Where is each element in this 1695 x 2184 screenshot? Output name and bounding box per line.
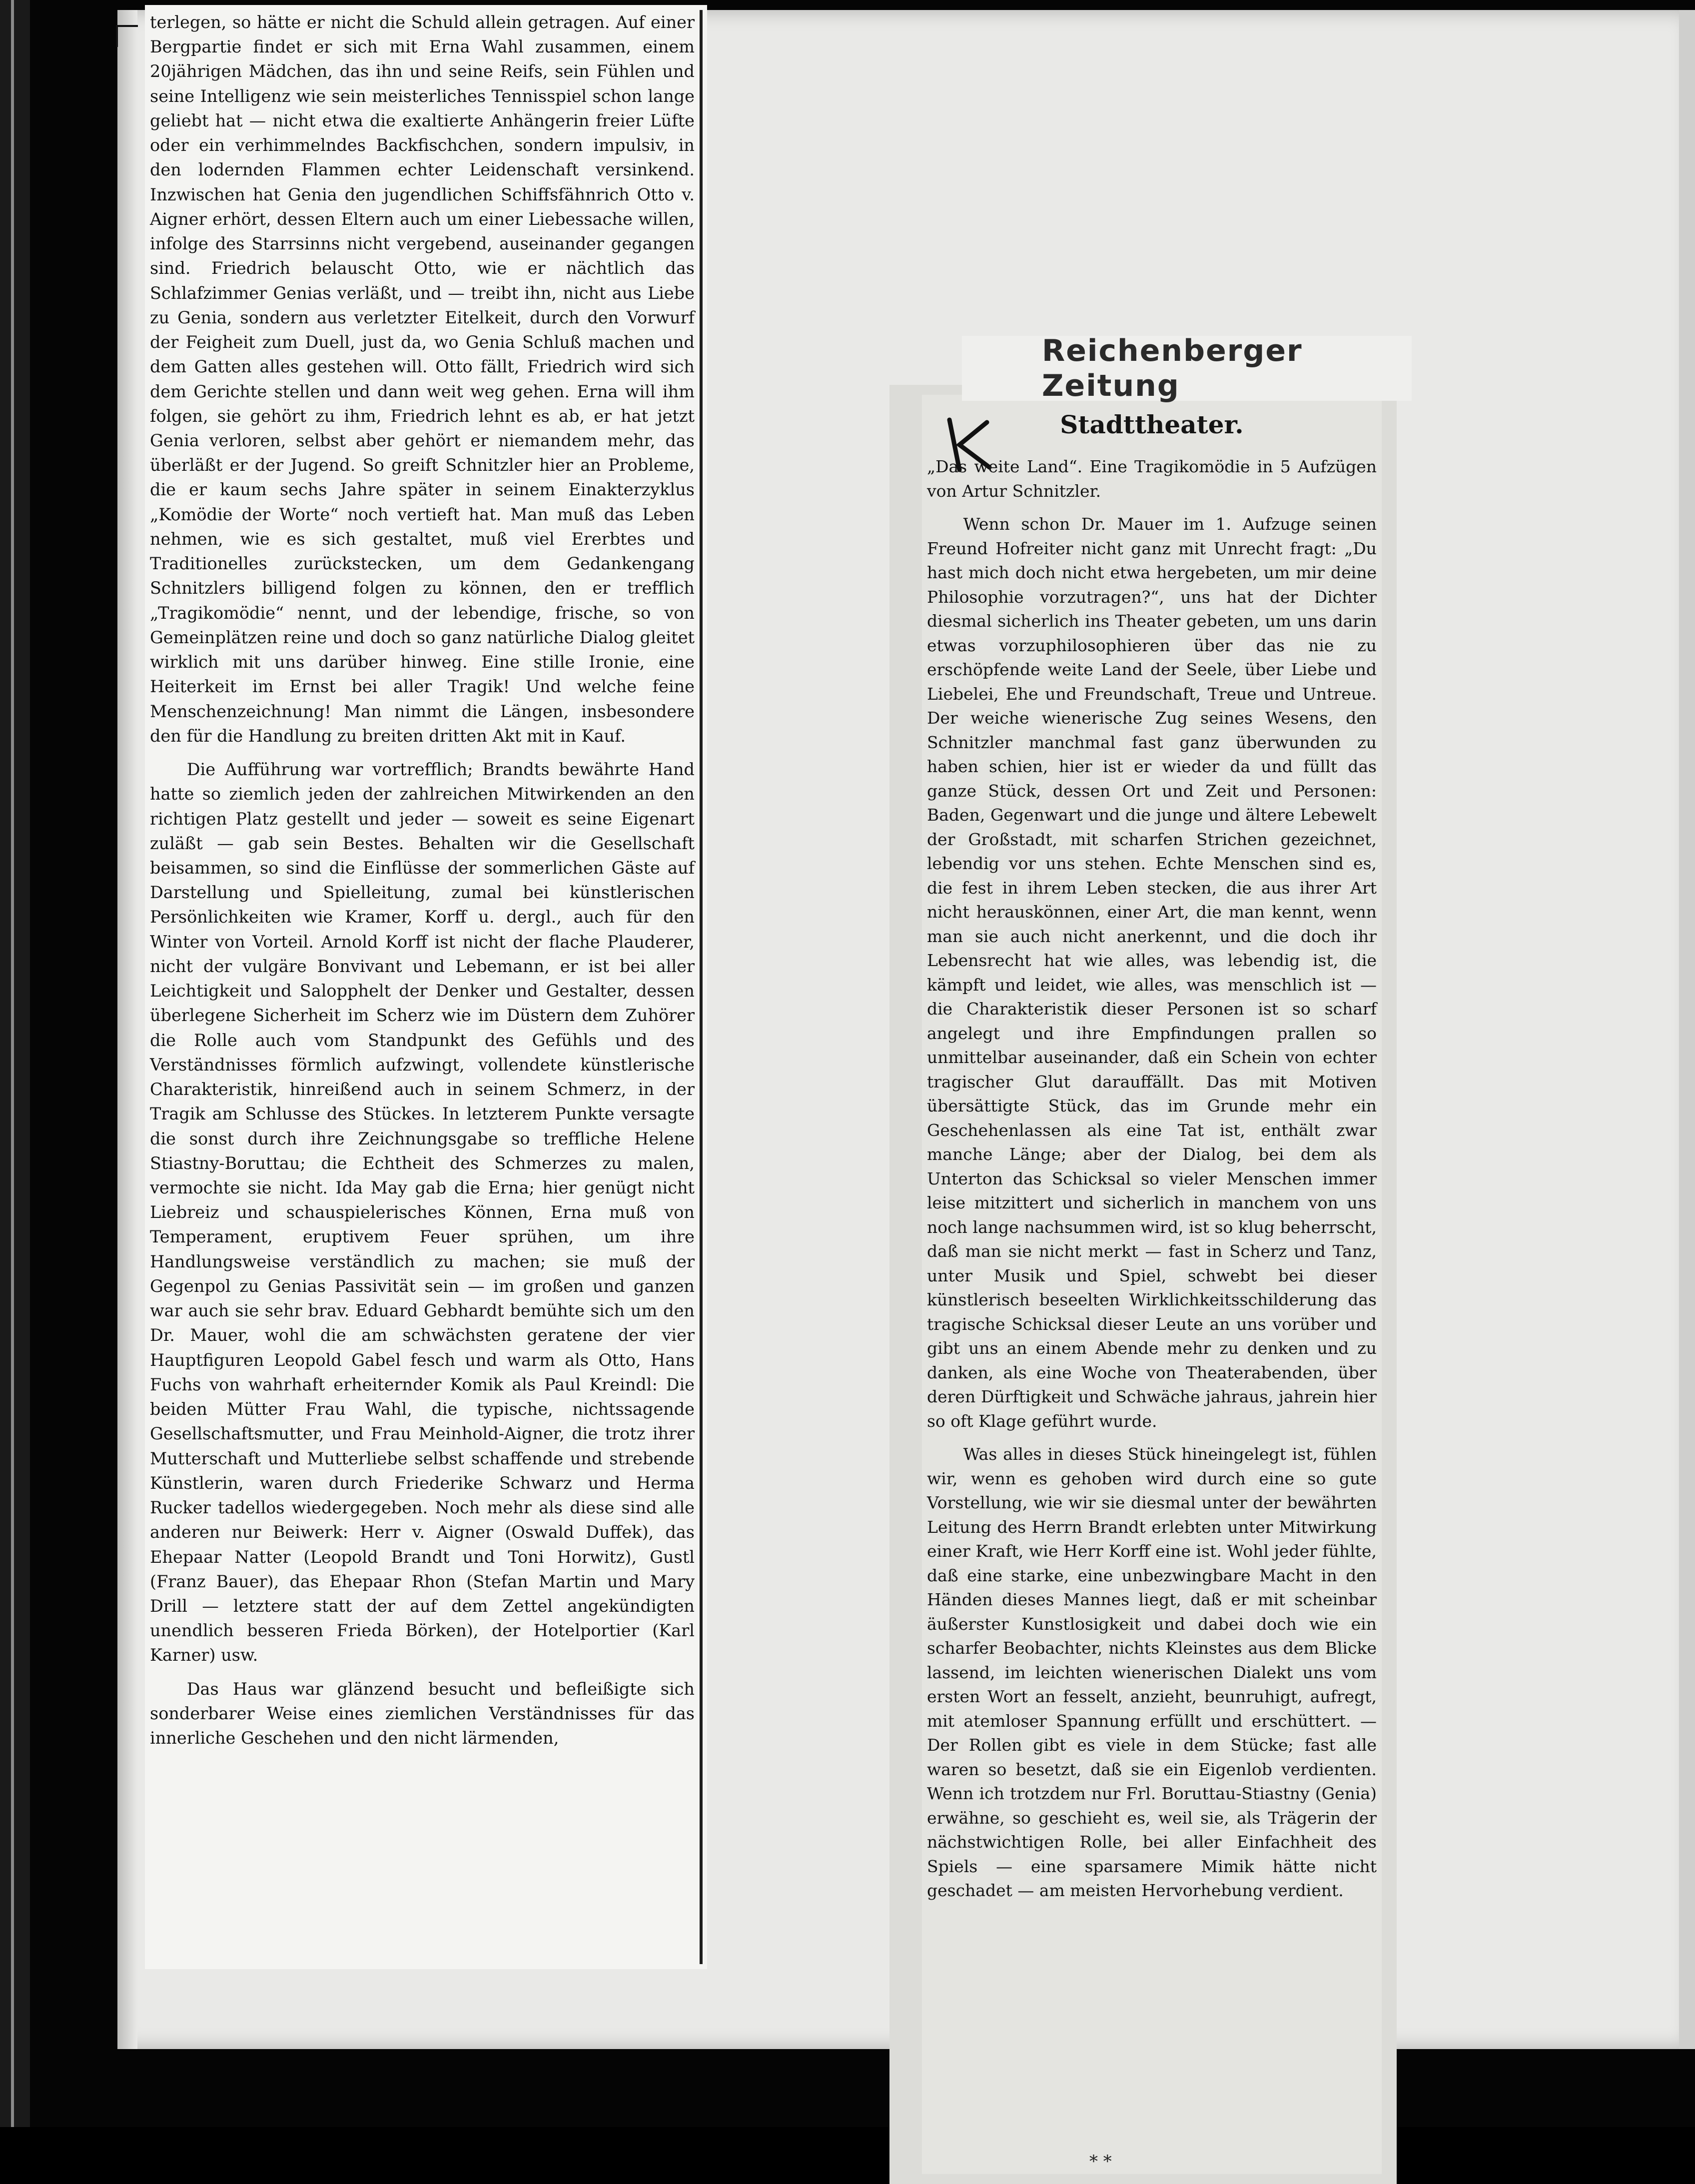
article-heading: Stadttheater. [1060, 410, 1244, 439]
right-paragraph-2: Wenn schon Dr. Mauer im 1. Aufzuge seinen Freund Hofreiter nicht ganz mit Unrecht fragt: „Du hast mich doch nicht etwa hergebeten, um mir deine Philosophie vorzutragen?“, uns hat der Dichter diesmal sicherlich ins Theater gebeten, um uns darin etwas vorzuphilosophieren über das nie zu erschöpfende weite Land der Seele, über Liebe und Liebelei, Ehe und Freundschaft, Treue und Untreue. Der weiche wienerische Zug seines Wesens, den Schnitzler manchmal fast ganz überwunden zu haben schien, hier ist er wieder da und füllt das ganze Stück, dessen Ort und Zeit und Personen: Baden, Gegenwart und die junge und ältere Lebewelt der Großstadt, mit scharfen Strichen gezeichnet, lebendig vor uns stehen. Echte Menschen sind es, die fest in ihrem Leben stecken, die aus ihrer Art nicht herauskönnen, einer Art, die man kennt, wenn man sie auch nicht anerkennt, und die doch ihr Lebensrecht hat wie alles, was lebendig ist, die kämpft und leidet, wie alles, was menschlich ist — die Charakteristik dieser Personen ist so scharf angelegt und ihre Empfindungen prallen so unmittelbar auseinander, daß ein Schein von echter tragischer Glut darauffällt. Das mit Motiven übersättigte Stück, das im Grunde mehr ein Geschehenlassen als eine Tat ist, enthält zwar manche Länge; aber der Dialog, bei dem als Unterton das Schicksal so vieler Menschen immer leise mitzittert und sicherlich in manchem von uns noch lange nachsummen wird, ist so klug beherrscht, daß man sie nicht merkt — fast in Scherz und Tanz, unter Musik und Spiel, schwebt bei dieser künstlerisch beseelten Wirklichkeitsschilderung das tragische Schicksal dieser Leute an uns vorüber und gibt uns an einem Abende mehr zu denken und zu danken, als eine Woche von Theaterabenden, über deren Dürftigkeit und Schwäche jahraus, jahrein hier so oft Klage geführt wurde. [927, 514, 1377, 1431]
corner-mark [116, 25, 138, 47]
end-stars: * * [1089, 2152, 1112, 2172]
left-paragraph-1: terlegen, so hätte er nicht die Schuld allein getragen. Auf einer Bergpartie findet er sich mit Erna Wahl zusammen, einem 20jährigen Mädchen, das ihn und seine Reifs, sein Fühlen und seine Intelligenz wie sein meisterliches Tennisspiel schon lange geliebt hat — nicht etwa die exaltierte Anhängerin freier Lüfte oder ein verhimmelndes Backfischchen, sondern impulsiv, in den lodernden Flammen echter Leidenschaft versinkend. Inzwischen hat Genia den jugendlichen Schiffsfähnrich Otto v. Aigner erhört, dessen Eltern auch um einer Liebessache willen, infolge des Starrsinns nicht vergebend, auseinander gegangen sind. Friedrich belauscht Otto, wie er nächtlich das Schlafzimmer Genias verläßt, und — treibt ihn, nicht aus Liebe zu Genia, sondern aus verletzter Eitelkeit, durch den Vorwurf der Feigheit zum Duell, just da, wo Genia Schluß machen und dem Gatten alles gestehen will. Otto fällt, Friedrich wird sich dem Gerichte stellen und dann weit weg gehen. Erna will ihm folgen, sie gehört zu ihm, Friedrich lehnt es ab, er hat jetzt Genia verloren, selbst aber gehört er niemandem mehr, das überläßt er der Jugend. So greift Schnitzler hier an Probleme, die er kaum sechs Jahre später in seinem Einakterzyklus „Komödie der Worte“ noch vertieft hat. Man muß das Leben nehmen, wie es sich gestaltet, muß viel Ererbtes und Traditionelles zurückstecken, um dem Gedankengang Schnitzlers billigend folgen zu können, den er trefflich „Tragikomödie“ nennt, und der lebendige, frische, so von Gemeinplätzen reine und doch so ganz natürliche Dialog gleitet wirklich mit uns darüber hinweg. Eine stille Ironie, eine Heiterkeit im Ernst bei aller Tragik! Und welche feine Menschenzeichnung! Man nimmt die Längen, insbesondere den für die Handlung zu breiten dritten Akt mit in Kauf. [150, 12, 695, 746]
film-edge [0, 0, 30, 2127]
left-paragraph-2: Die Aufführung war vortrefflich; Brandts bewährte Hand hatte so ziemlich jeden der zahlreichen Mitwirkenden an den richtigen Platz gestellt und jeder — soweit es seine Eigenart zuläßt — gab sein Bestes. Behalten wir die Gesellschaft beisammen, so sind die Einflüsse der sommerlichen Gäste auf Darstellung und Spielleitung, zumal bei künstlerischen Persönlichkeiten wie Kramer, Korff u. dergl., auch für den Winter von Vorteil. Arnold Korff ist nicht der flache Plauderer, nicht der vulgäre Bonvivant und Lebemann, er ist bei aller Leichtigkeit und Salopphelt der Denker und Gestalter, dessen überlegene Sicherheit im Scherz wie im Düstern dem Zuhörer die Rolle auch vom Standpunkt des Gefühls und des Verständnisses förmlich aufzwingt, vollendete künstlerische Charakteristik, hinreißend auch in seinem Schmerz, in der Tragik am Schlusse des Stückes. In letzterem Punkte versagte die sonst durch ihre Zeichnungsgabe so treffliche Helene Stiastny-Boruttau; die Echtheit des Schmerzes zu malen, vermochte sie nicht. Ida May gab die Erna; hier genügt nicht Liebreiz und schauspielerisches Können, Erna muß von Temperament, eruptivem Feuer sprühen, um ihre Handlungsweise verständlich zu machen; sie muß der Gegenpol zu Genias Passivität sein — im großen und ganzen war auch sie sehr brav. Eduard Gebhardt bemühte sich um den Dr. Mauer, wohl die am schwächsten geratene der vier Hauptfiguren Leopold Gabel fesch und warm als Otto, Hans Fuchs von wahrhaft erheiternder Komik als Paul Kreindl: Die beiden Mütter Frau Wahl, die typische, nichtssagende Gesellschaftsmutter, und Frau Meinhold-Aigner, die trotz ihrer Mutterschaft und Mutterliebe selbst schaffende und strebende Künstlerin, waren durch Friederike Schwarz und Herma Rucker tadellos wiedergegeben. Noch mehr als diese sind alle anderen nur Beiwerk: Herr v. Aigner (Oswald Duffek), das Ehepaar Natter (Leopold Brandt und Toni Horwitz), Gustl (Franz Bauer), das Ehepaar Rhon (Stefan Martin und Mary Drill — letztere statt der auf dem Zettel angekündigten unendlich besseren Frieda Börken), der Hotelportier (Karl Karner) usw. [150, 760, 695, 1665]
page-fold-shadow [117, 10, 137, 2049]
newspaper-masthead: Reichenberger Zeitung [962, 336, 1412, 401]
left-paragraph-3: Das Haus war glänzend besucht und befleißigte sich sonderbarer Weise eines ziemlichen Verständnisses für das innerliche Geschehen und den nicht lärmenden, [150, 1679, 695, 1748]
page-right-edge [1679, 10, 1695, 2049]
right-clipping-text [927, 455, 1377, 1903]
left-clipping-text [150, 10, 695, 1750]
left-clipping-border [700, 10, 703, 1964]
right-paragraph-1: „Das weite Land“. Eine Tragikomödie in 5 Aufzügen von Artur Schnitzler. [927, 457, 1377, 501]
right-paragraph-3: Was alles in dieses Stück hineingelegt ist, fühlen wir, wenn es gehoben wird durch eine so gute Vorstellung, wie wir sie diesmal unter der bewährten Leitung des Herrn Brandt erlebten unter Mitwirkung einer Kraft, wie Herr Korff eine ist. Wohl jeder fühlte, daß eine starke, eine unbezwingbare Macht in den Händen dieses Mannes liegt, daß er mit scheinbar äußerster Kunstlosigkeit und dabei doch wie ein scharfer Beobachter, nichts Kleinstes aus dem Blicke lassend, im leichten wienerischen Dialekt uns vom ersten Wort an fesselt, anzieht, beunruhigt, aufregt, mit atemloser Spannung erfüllt und erschüttert. — Der Rollen gibt es viele in dem Stücke; fast alle waren so besetzt, daß sie ein Eigenlob verdienten. Wenn ich trotzdem nur Frl. Boruttau-Stiastny (Genia) erwähne, so geschieht es, weil sie, als Trägerin der nächstwichtigen Rolle, bei aller Einfachheit des Spiels — eine sparsamere Mimik hätte nicht geschadet — am meisten Hervorhebung verdient. [927, 1444, 1377, 1900]
